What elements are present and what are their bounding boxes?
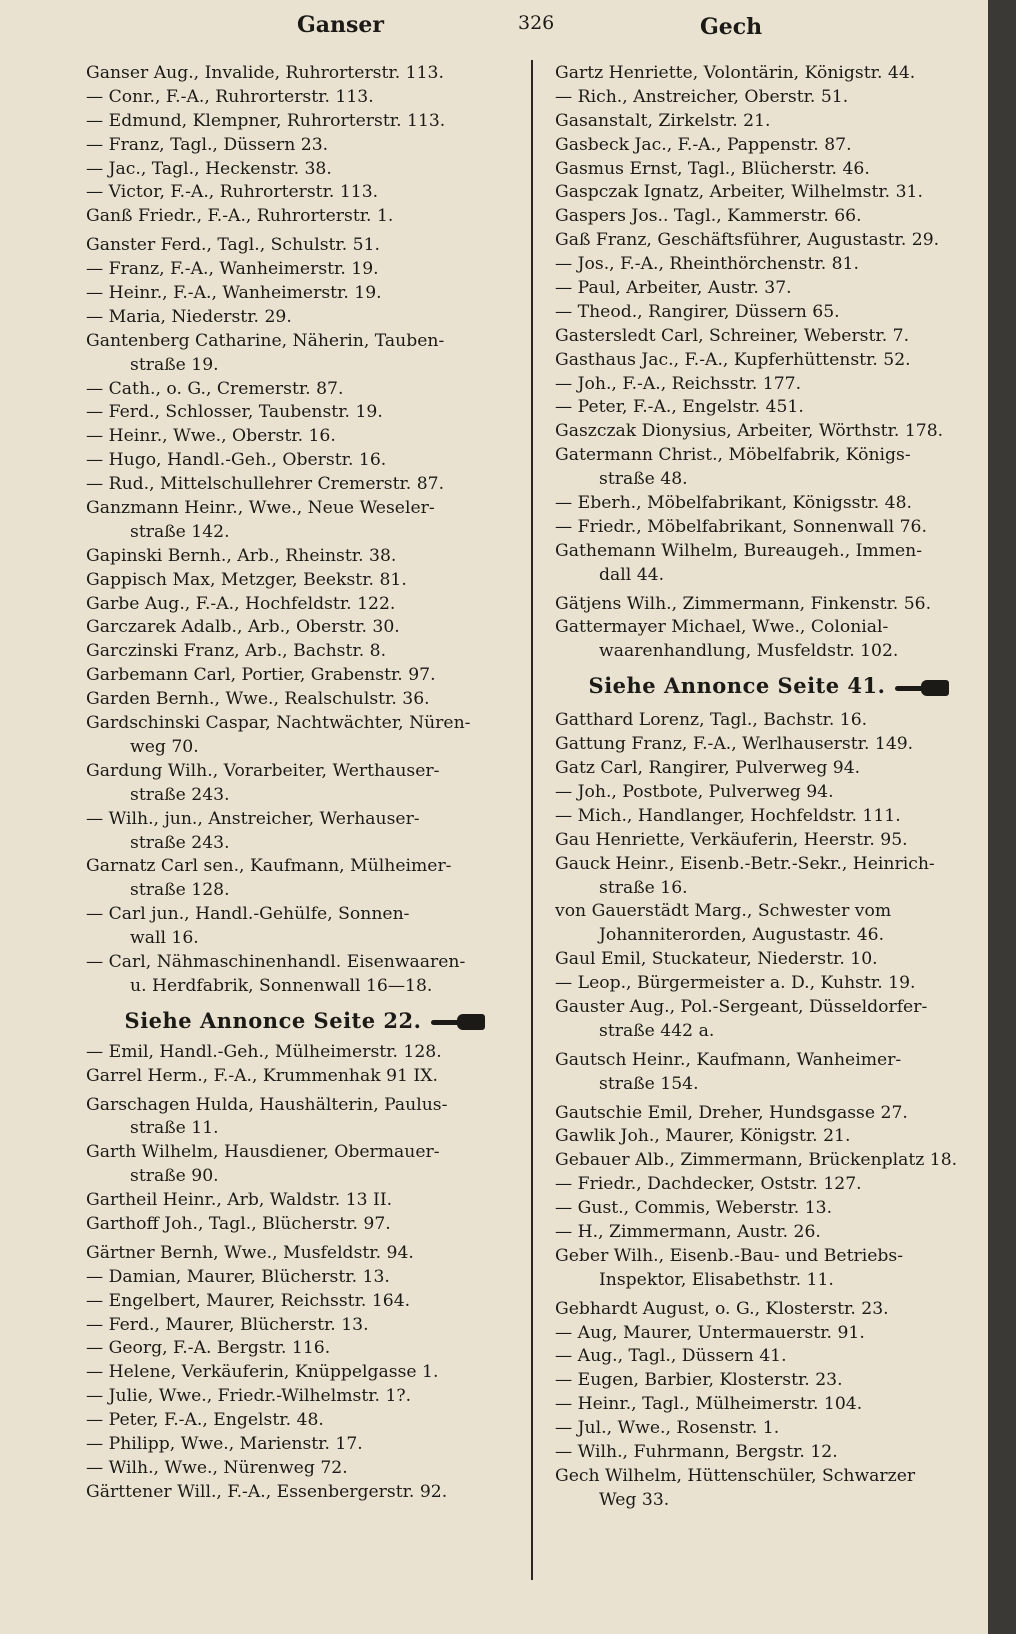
directory-entry: — Georg, F.-A. Bergstr. 116. [86, 1338, 331, 1359]
directory-entry: — Peter, F.-A., Engelstr. 48. [86, 1410, 324, 1431]
directory-entry: — Paul, Arbeiter, Austr. 37. [555, 278, 792, 299]
directory-entry: Gattung Franz, F.-A., Werlhauserstr. 149. [555, 734, 914, 755]
directory-entry: — Jac., Tagl., Heckenstr. 38. [86, 158, 332, 179]
directory-entry: — Rud., Mittelschullehrer Cremerstr. 87. [86, 474, 445, 495]
directory-entry: — Wilh., jun., Anstreicher, Werhauser- [86, 808, 420, 829]
directory-entry: Gardung Wilh., Vorarbeiter, Werthauser- [86, 760, 440, 781]
directory-entry: Garden Bernh., Wwe., Realschulstr. 36. [86, 689, 430, 710]
directory-entry-continuation: dall 44. [599, 564, 665, 585]
directory-entry: — Jos., F.-A., Rheinthörchenstr. 81. [555, 254, 859, 275]
directory-entry-continuation: wall 16. [130, 928, 199, 949]
directory-entry: Gaul Emil, Stuckateur, Niederstr. 10. [555, 949, 878, 970]
directory-entry: — Damian, Maurer, Blücherstr. 13. [86, 1266, 390, 1287]
directory-entry: — Engelbert, Maurer, Reichsstr. 164. [86, 1290, 411, 1311]
directory-entry-continuation: weg 70. [130, 736, 199, 757]
directory-entry-continuation: straße 90. [130, 1166, 219, 1187]
directory-entry-continuation: straße 16. [599, 877, 688, 898]
directory-entry: — Hugo, Handl.-Geh., Oberstr. 16. [86, 450, 387, 471]
directory-entry: Gasmus Ernst, Tagl., Blücherstr. 46. [555, 158, 870, 179]
header-right-keyword: Gech [700, 14, 763, 40]
directory-entry: Gebauer Alb., Zimmermann, Brückenplatz 18. [555, 1150, 958, 1171]
directory-entry: — Eugen, Barbier, Klosterstr. 23. [555, 1370, 843, 1391]
page-edge [988, 0, 1016, 1634]
directory-entry: Gauster Aug., Pol.-Sergeant, Düsseldorfer- [555, 996, 928, 1017]
directory-entry: Garbe Aug., F.-A., Hochfeldstr. 122. [86, 593, 396, 614]
directory-entry: — Gust., Commis, Weberstr. 13. [555, 1198, 833, 1219]
directory-entry: Garczarek Adalb., Arb., Oberstr. 30. [86, 617, 400, 638]
directory-entry: Gaß Franz, Geschäftsführer, Augustastr. 29. [555, 230, 940, 251]
directory-entry: Gatermann Christ., Möbelfabrik, Königs- [555, 445, 911, 466]
directory-entry: Garrel Herm., F.-A., Krummenhak 91 IX. [86, 1065, 438, 1086]
directory-entry: — Franz, F.-A., Wanheimerstr. 19. [86, 259, 379, 280]
directory-entry: Garczinski Franz, Arb., Bachstr. 8. [86, 641, 387, 662]
directory-entry: — Joh., F.-A., Reichsstr. 177. [555, 373, 802, 394]
directory-entry: Garthoff Joh., Tagl., Blücherstr. 97. [86, 1213, 391, 1234]
directory-entry: Gau Henriette, Verkäuferin, Heerstr. 95. [555, 829, 908, 850]
directory-entry-continuation: waarenhandlung, Musfeldstr. 102. [599, 641, 899, 662]
directory-entry: Gawlik Joh., Maurer, Königstr. 21. [555, 1126, 851, 1147]
directory-entry: — Heinr., Tagl., Mülheimerstr. 104. [555, 1394, 863, 1415]
header-left-keyword: Ganser [297, 12, 385, 38]
directory-entry: — Mich., Handlanger, Hochfeldstr. 111. [555, 805, 901, 826]
directory-entry: Geber Wilh., Eisenb.-Bau- und Betriebs- [555, 1245, 903, 1266]
directory-entry: Gasthaus Jac., F.-A., Kupferhüttenstr. 52. [555, 349, 911, 370]
annonce-text: Siehe Annonce Seite 41. [588, 673, 886, 699]
pointing-hand-icon [431, 1014, 487, 1030]
directory-entry: Garschagen Hulda, Haushälterin, Paulus- [86, 1094, 448, 1115]
directory-entry: — Peter, F.-A., Engelstr. 451. [555, 397, 804, 418]
directory-entry: — Friedr., Möbelfabrikant, Sonnenwall 76. [555, 516, 927, 537]
directory-entry-continuation: straße 11. [130, 1118, 219, 1139]
directory-entry: — Emil, Handl.-Geh., Mülheimerstr. 128. [86, 1041, 442, 1062]
directory-entry-continuation: straße 243. [130, 832, 230, 853]
directory-entry: Gech Wilhelm, Hüttenschüler, Schwarzer [555, 1465, 916, 1486]
directory-entry: Gauck Heinr., Eisenb.-Betr.-Sekr., Heinrich- [555, 853, 935, 874]
left-column [86, 62, 526, 1505]
directory-entry: — Ferd., Schlosser, Taubenstr. 19. [86, 402, 383, 423]
directory-entry: — Eberh., Möbelfabrikant, Königsstr. 48. [555, 493, 912, 514]
directory-entry: Gartheil Heinr., Arb, Waldstr. 13 II. [86, 1190, 393, 1211]
directory-entry: Gautschie Emil, Dreher, Hundsgasse 27. [555, 1102, 908, 1123]
directory-entry-continuation: straße 48. [599, 469, 688, 490]
directory-entry: Gautsch Heinr., Kaufmann, Wanheimer- [555, 1049, 902, 1070]
directory-entry: Garnatz Carl sen., Kaufmann, Mülheimer- [86, 856, 452, 877]
directory-entry: — Joh., Postbote, Pulverweg 94. [555, 781, 834, 802]
directory-entry: — Leop., Bürgermeister a. D., Kuhstr. 19. [555, 973, 916, 994]
directory-entry: Gastersledt Carl, Schreiner, Weberstr. 7. [555, 325, 910, 346]
directory-entry: Gaspczak Ignatz, Arbeiter, Wilhelmstr. 31. [555, 182, 923, 203]
annonce-notice [86, 1003, 526, 1039]
directory-entry: — Carl jun., Handl.-Gehülfe, Sonnen- [86, 904, 410, 925]
directory-entry-continuation: Inspektor, Elisabethstr. 11. [599, 1269, 834, 1290]
directory-entry: — Victor, F.-A., Ruhrorterstr. 113. [86, 182, 379, 203]
directory-entry: — Friedr., Dachdecker, Oststr. 127. [555, 1174, 862, 1195]
directory-entry: — Jul., Wwe., Rosenstr. 1. [555, 1418, 780, 1439]
directory-entry: — Wilh., Fuhrmann, Bergstr. 12. [555, 1441, 838, 1462]
directory-entry: — Heinr., F.-A., Wanheimerstr. 19. [86, 283, 382, 304]
directory-entry: Gätjens Wilh., Zimmermann, Finkenstr. 56. [555, 593, 932, 614]
directory-entry: Gapinski Bernh., Arb., Rheinstr. 38. [86, 545, 397, 566]
right-column [555, 62, 985, 1513]
directory-entry-continuation: straße 128. [130, 880, 230, 901]
directory-entry: Gaszczak Dionysius, Arbeiter, Wörthstr. 178. [555, 421, 944, 442]
directory-entry: — Maria, Niederstr. 29. [86, 306, 292, 327]
directory-entry: Garth Wilhelm, Hausdiener, Obermauer- [86, 1142, 440, 1163]
pointing-hand-icon [895, 680, 951, 696]
directory-entry: — Edmund, Klempner, Ruhrorterstr. 113. [86, 110, 446, 131]
directory-entry-continuation: straße 243. [130, 784, 230, 805]
directory-entry: — Heinr., Wwe., Oberstr. 16. [86, 426, 336, 447]
directory-entry: — Ferd., Maurer, Blücherstr. 13. [86, 1314, 369, 1335]
directory-entry: Gebhardt August, o. G., Klosterstr. 23. [555, 1298, 889, 1319]
directory-entry: Ganser Aug., Invalide, Ruhrorterstr. 113. [86, 63, 444, 83]
directory-entry: — Carl, Nähmaschinenhandl. Eisenwaaren- [86, 951, 466, 972]
directory-entry: Ganzmann Heinr., Wwe., Neue Weseler- [86, 498, 435, 519]
annonce-notice [555, 668, 985, 704]
directory-entry: — H., Zimmermann, Austr. 26. [555, 1221, 821, 1242]
directory-entry-continuation: straße 142. [130, 521, 230, 542]
column-divider [531, 60, 533, 1580]
directory-entry: von Gauerstädt Marg., Schwester vom [555, 901, 892, 922]
directory-entry: Gappisch Max, Metzger, Beekstr. 81. [86, 569, 407, 590]
directory-entry: — Theod., Rangirer, Düssern 65. [555, 301, 840, 322]
directory-entry: Gaspers Jos.. Tagl., Kammerstr. 66. [555, 206, 862, 227]
directory-entry: Gatz Carl, Rangirer, Pulverweg 94. [555, 758, 861, 779]
directory-entry-continuation: Johanniterorden, Augustastr. 46. [599, 925, 885, 946]
page-number: 326 [518, 12, 555, 34]
directory-entry: Gasanstalt, Zirkelstr. 21. [555, 110, 771, 131]
directory-entry-continuation: straße 19. [130, 354, 219, 375]
running-header [0, 8, 988, 48]
directory-entry-continuation: straße 442 a. [599, 1020, 715, 1041]
directory-entry: — Aug., Tagl., Düssern 41. [555, 1346, 787, 1367]
directory-entry: — Julie, Wwe., Friedr.-Wilhelmstr. 1?. [86, 1386, 412, 1407]
directory-entry-continuation: u. Herdfabrik, Sonnenwall 16—18. [130, 975, 433, 996]
directory-entry: — Helene, Verkäuferin, Knüppelgasse 1. [86, 1362, 439, 1383]
directory-entry: — Philipp, Wwe., Marienstr. 17. [86, 1433, 363, 1454]
directory-entry: Ganß Friedr., F.-A., Ruhrorterstr. 1. [86, 206, 394, 227]
directory-entry: Gathemann Wilhelm, Bureaugeh., Immen- [555, 540, 923, 561]
directory-entry: Garbemann Carl, Portier, Grabenstr. 97. [86, 665, 436, 686]
directory-entry: — Aug, Maurer, Untermauerstr. 91. [555, 1322, 865, 1343]
directory-entry-continuation: Weg 33. [599, 1489, 670, 1510]
directory-entry: — Franz, Tagl., Düssern 23. [86, 134, 329, 155]
directory-entry: Gartz Henriette, Volontärin, Königstr. 44. [555, 63, 916, 83]
directory-entry: — Rich., Anstreicher, Oberstr. 51. [555, 86, 849, 107]
directory-entry: Gärttener Will., F.-A., Essenbergerstr. 92. [86, 1481, 448, 1502]
directory-entry: — Conr., F.-A., Ruhrorterstr. 113. [86, 86, 374, 107]
directory-entry: Gasbeck Jac., F.-A., Pappenstr. 87. [555, 134, 852, 155]
directory-entry: Gantenberg Catharine, Näherin, Tauben- [86, 330, 445, 351]
annonce-text: Siehe Annonce Seite 22. [124, 1007, 422, 1033]
directory-entry: — Cath., o. G., Cremerstr. 87. [86, 378, 344, 399]
directory-entry: — Wilh., Wwe., Nürenweg 72. [86, 1457, 348, 1478]
directory-entry: Gardschinski Caspar, Nachtwächter, Nüren- [86, 713, 471, 734]
directory-entry: Gatthard Lorenz, Tagl., Bachstr. 16. [555, 710, 868, 731]
directory-entry-continuation: straße 154. [599, 1073, 699, 1094]
directory-entry: Gärtner Bernh, Wwe., Musfeldstr. 94. [86, 1242, 414, 1263]
directory-entry: Ganster Ferd., Tagl., Schulstr. 51. [86, 235, 381, 256]
directory-entry: Gattermayer Michael, Wwe., Colonial- [555, 617, 889, 638]
